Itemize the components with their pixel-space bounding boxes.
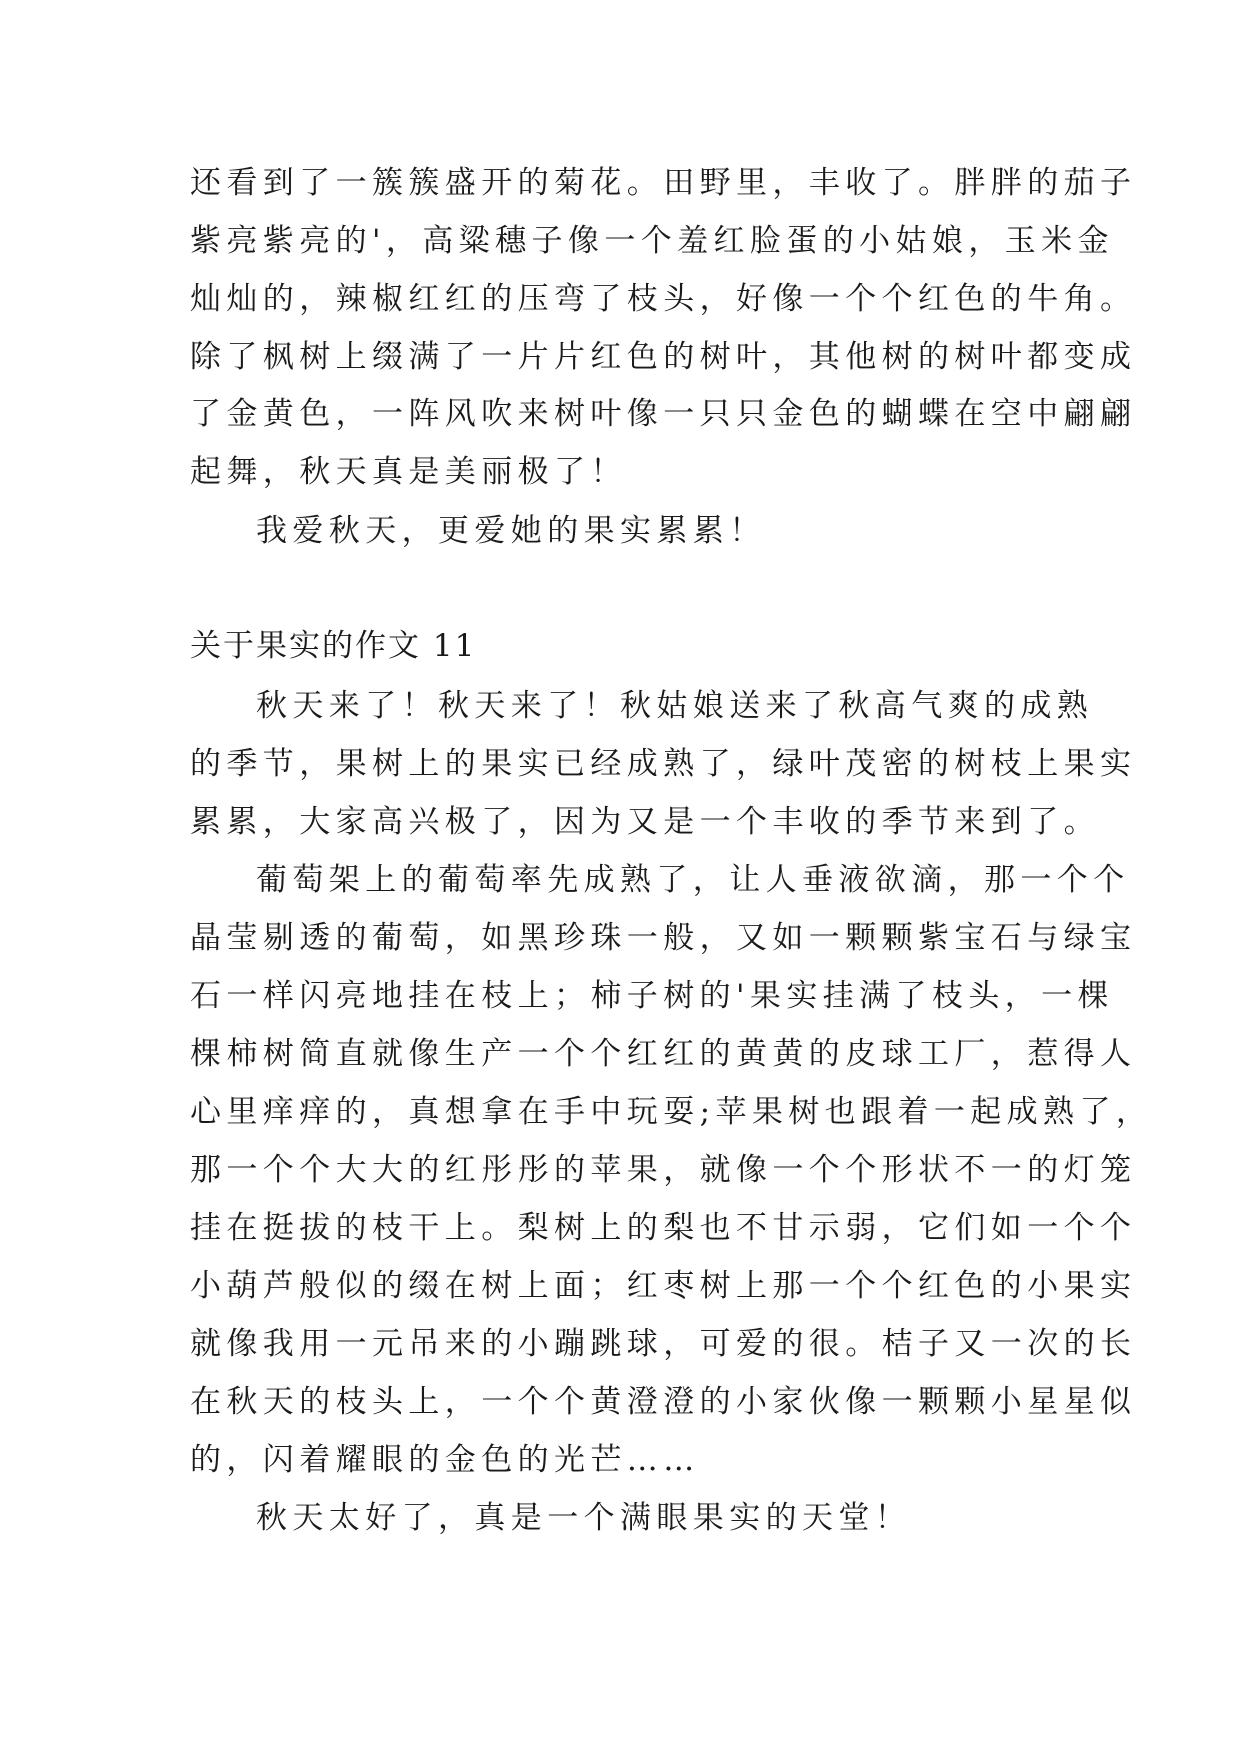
text-line: 起舞，秋天真是美丽极了！ — [190, 454, 627, 490]
text-line: 就像我用一元吊来的小蹦跳球，可爱的很。桔子又一次的长 — [190, 1326, 1137, 1362]
text-line: 除了枫树上缀满了一片片红色的树叶，其他树的树叶都变成 — [190, 339, 1137, 375]
text-line: 棵柿树简直就像生产一个个红红的黄黄的皮球工厂，惹得人 — [190, 1036, 1137, 1072]
text-line: 秋天太好了，真是一个满眼果实的天堂！ — [256, 1500, 912, 1536]
closing-line: 我爱秋天，更爱她的果实累累！ — [256, 513, 766, 549]
essay-title: 关于果实的作文 11 — [190, 628, 477, 664]
text-line: 石一样闪亮地挂在枝上；柿子树的'果实挂满了枝头，一棵 — [190, 978, 1114, 1014]
text-line: 还看到了一簇簇盛开的菊花。田野里，丰收了。胖胖的茄子 — [190, 165, 1137, 201]
text-line: 挂在挺拔的枝干上。梨树上的梨也不甘示弱，它们如一个个 — [190, 1210, 1137, 1246]
text-line: 心里痒痒的，真想拿在手中玩耍;苹果树也跟着一起成熟了， — [190, 1094, 1153, 1130]
text-line: 晶莹剔透的葡萄，如黑珍珠一般，又如一颗颗紫宝石与绿宝 — [190, 920, 1137, 956]
text-line: 小葫芦般似的缀在树上面；红枣树上那一个个红色的小果实 — [190, 1268, 1137, 1304]
text-line: 了金黄色，一阵风吹来树叶像一只只金色的蝴蝶在空中翩翩 — [190, 396, 1137, 432]
text-line: 紫亮紫亮的'，高粱穗子像一个羞红脸蛋的小姑娘，玉米金 — [190, 223, 1114, 259]
text-line: 的，闪着耀眼的金色的光芒…… — [190, 1442, 700, 1478]
text-line: 那一个个大大的红彤彤的苹果，就像一个个形状不一的灯笼 — [190, 1152, 1137, 1188]
text-line: 的季节，果树上的果实已经成熟了，绿叶茂密的树枝上果实 — [190, 746, 1137, 782]
text-line: 葡萄架上的葡萄率先成熟了，让人垂液欲滴，那一个个 — [256, 862, 1130, 898]
text-line: 累累，大家高兴极了，因为又是一个丰收的季节来到了。 — [190, 804, 1100, 840]
text-line: 秋天来了！秋天来了！秋姑娘送来了秋高气爽的成熟 — [256, 688, 1094, 724]
text-line: 灿灿的，辣椒红红的压弯了枝头，好像一个个红色的牛角。 — [190, 281, 1137, 317]
text-line: 在秋天的枝头上，一个个黄澄澄的小家伙像一颗颗小星星似 — [190, 1384, 1137, 1420]
